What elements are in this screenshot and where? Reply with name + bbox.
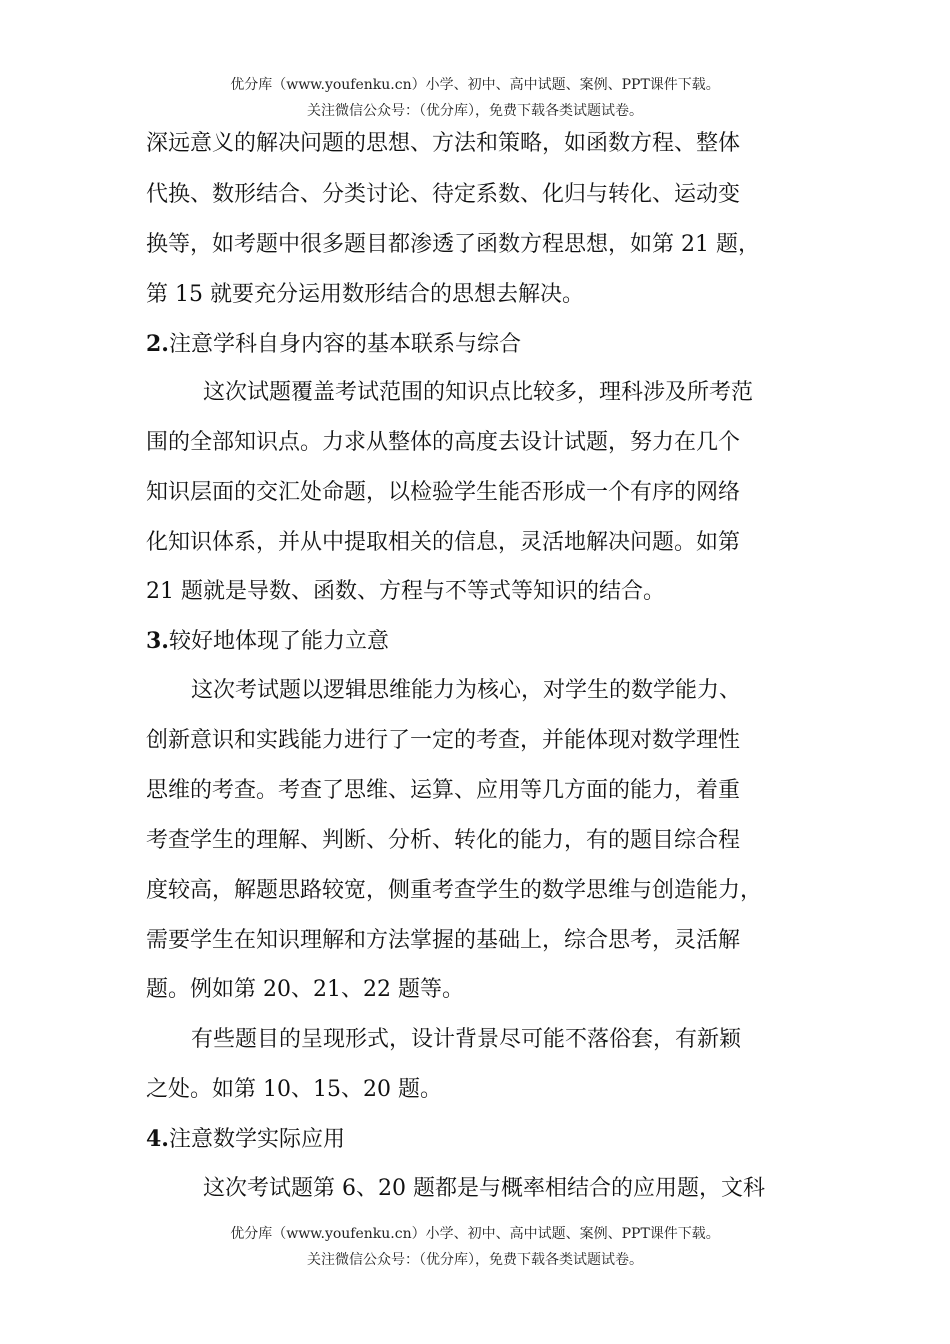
paragraph-line: 这次考试题以逻辑思维能力为核心，对学生的数学能力、 [191, 678, 742, 703]
paragraph-line: 之处。如第 10、15、20 题。 [146, 1077, 442, 1102]
paragraph-line: 换等，如考题中很多题目都渗透了函数方程思想，如第 21 题， [146, 232, 760, 257]
section-heading-3 [146, 626, 389, 657]
paragraph-line: 需要学生在知识理解和方法掌握的基础上，综合思考，灵活解 [146, 928, 741, 953]
paragraph-line: 第 15 就要充分运用数形结合的思想去解决。 [146, 282, 584, 307]
paragraph-line: 有些题目的呈现形式，设计背景尽可能不落俗套，有新颖 [191, 1027, 742, 1052]
paragraph-line: 知识层面的交汇处命题，以检验学生能否形成一个有序的网络 [146, 480, 741, 505]
paragraph-line: 题。例如第 20、21、22 题等。 [146, 977, 464, 1002]
paragraph-line: 围的全部知识点。力求从整体的高度去设计试题，努力在几个 [146, 430, 741, 455]
paragraph-line: 这次试题覆盖考试范围的知识点比较多，理科涉及所考范 [203, 380, 754, 405]
paragraph-line: 考查学生的理解、判断、分析、转化的能力，有的题目综合程 [146, 828, 741, 853]
section-title: 较好地体现了能力立意 [168, 629, 389, 654]
section-heading-4 [146, 1124, 345, 1155]
section-title: 注意数学实际应用 [168, 1127, 345, 1152]
header-source-line: 优分库（www.youfenku.cn）小学、初中、高中试题、案例、PPT课件下载。 [230, 77, 720, 93]
paragraph-line: 思维的考查。考查了思维、运算、应用等几方面的能力，着重 [146, 778, 741, 803]
section-number: 2. [146, 331, 169, 357]
paragraph-line: 创新意识和实践能力进行了一定的考查，并能体现对数学理性 [146, 728, 741, 753]
section-title: 注意学科自身内容的基本联系与综合 [168, 332, 521, 357]
paragraph-line: 21 题就是导数、函数、方程与不等式等知识的结合。 [146, 579, 665, 604]
paragraph-line: 代换、数形结合、分类讨论、待定系数、化归与转化、运动变 [146, 182, 741, 207]
paragraph-line: 化知识体系，并从中提取相关的信息，灵活地解决问题。如第 [146, 530, 741, 555]
footer-wechat-line: 关注微信公众号：（优分库），免费下载各类试题试卷。 [307, 1252, 643, 1268]
footer-source-line: 优分库（www.youfenku.cn）小学、初中、高中试题、案例、PPT课件下载。 [230, 1226, 720, 1242]
paragraph-line: 这次考试题第 6、20 题都是与概率相结合的应用题，文科 [203, 1176, 765, 1201]
header-wechat-line: 关注微信公众号：（优分库），免费下载各类试题试卷。 [307, 103, 643, 119]
paragraph-line: 度较高，解题思路较宽，侧重考查学生的数学思维与创造能力， [146, 878, 763, 903]
section-number: 3. [146, 628, 169, 654]
paragraph-line: 深远意义的解决问题的思想、方法和策略，如函数方程、整体 [146, 131, 741, 156]
section-heading-2 [146, 329, 521, 360]
section-number: 4. [146, 1126, 169, 1152]
